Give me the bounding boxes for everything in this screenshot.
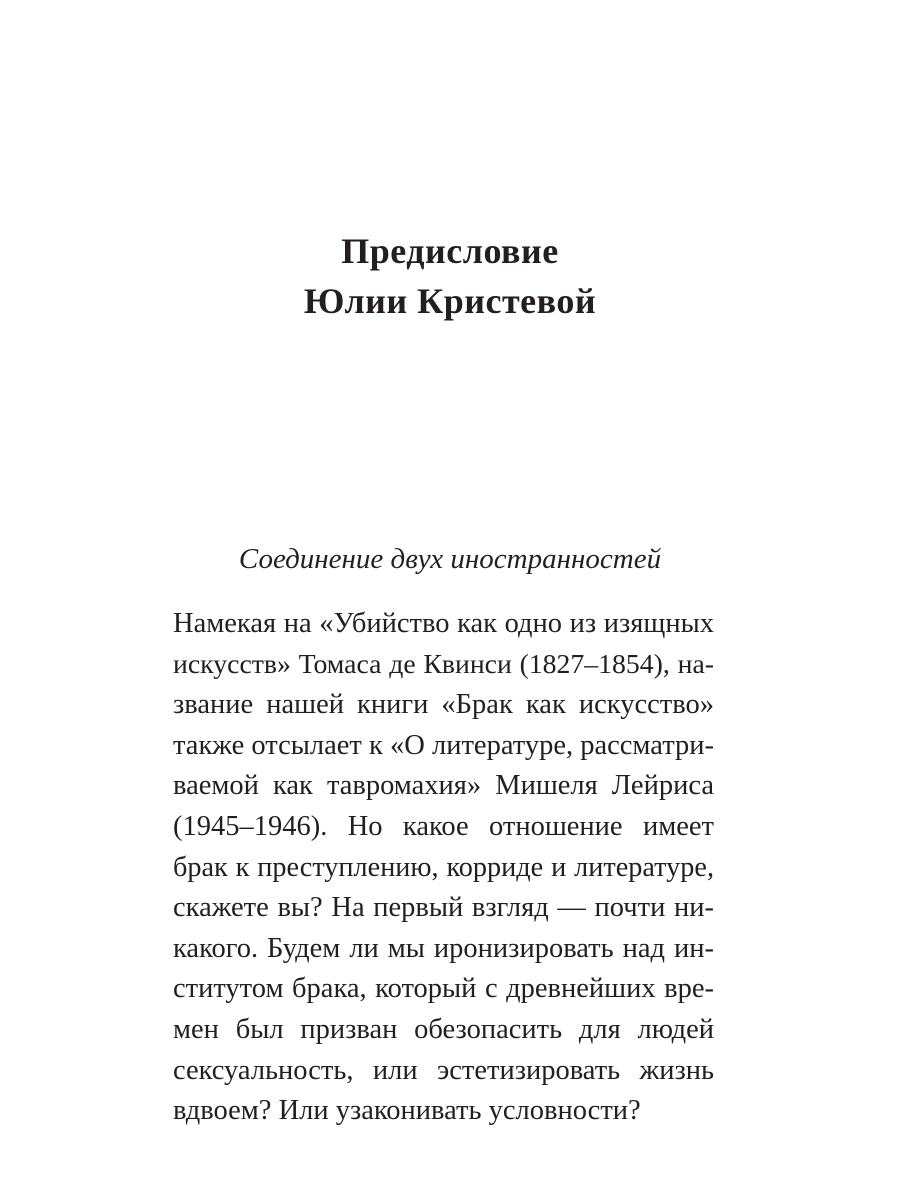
paragraph-line: вдвоем? Или узаконивать условности? bbox=[173, 1095, 641, 1127]
paragraph-line: какого. Будем ли мы иронизировать над ин- bbox=[173, 932, 714, 964]
chapter-title bbox=[0, 226, 900, 326]
paragraph-line: Намекая на «Убийство как одно из изящных bbox=[173, 608, 714, 639]
paragraph-line: ститутом брака, который с древнейших вре- bbox=[173, 973, 714, 1005]
paragraph-line: звание нашей книги «Брак как искусство» bbox=[173, 689, 714, 721]
body-paragraph bbox=[173, 604, 714, 1132]
paragraph-line: искусств» Томаса де Квинси (1827–1854), на- bbox=[173, 648, 714, 680]
chapter-title-line-1: Предисловие bbox=[341, 231, 559, 271]
paragraph-line: (1945–1946). Но какое отношение имеет bbox=[173, 810, 714, 842]
paragraph-line: также отсылает к «О литературе, рассматри- bbox=[173, 729, 714, 761]
paragraph-line: ваемой как тавромахия» Мишеля Лейриса bbox=[173, 770, 714, 802]
paragraph-line: сексуальность, или эстетизировать жизнь bbox=[173, 1054, 714, 1086]
chapter-title-line-2: Юлии Кристевой bbox=[303, 281, 597, 321]
paragraph-line: скажете вы? На первый взгляд — почти ни- bbox=[173, 892, 714, 924]
section-subtitle: Соединение двух иностранностей bbox=[238, 543, 662, 575]
paragraph-line: мен был призван обезопасить для людей bbox=[173, 1013, 714, 1045]
paragraph-line: брак к преступлению, корриде и литературе, bbox=[173, 851, 714, 883]
